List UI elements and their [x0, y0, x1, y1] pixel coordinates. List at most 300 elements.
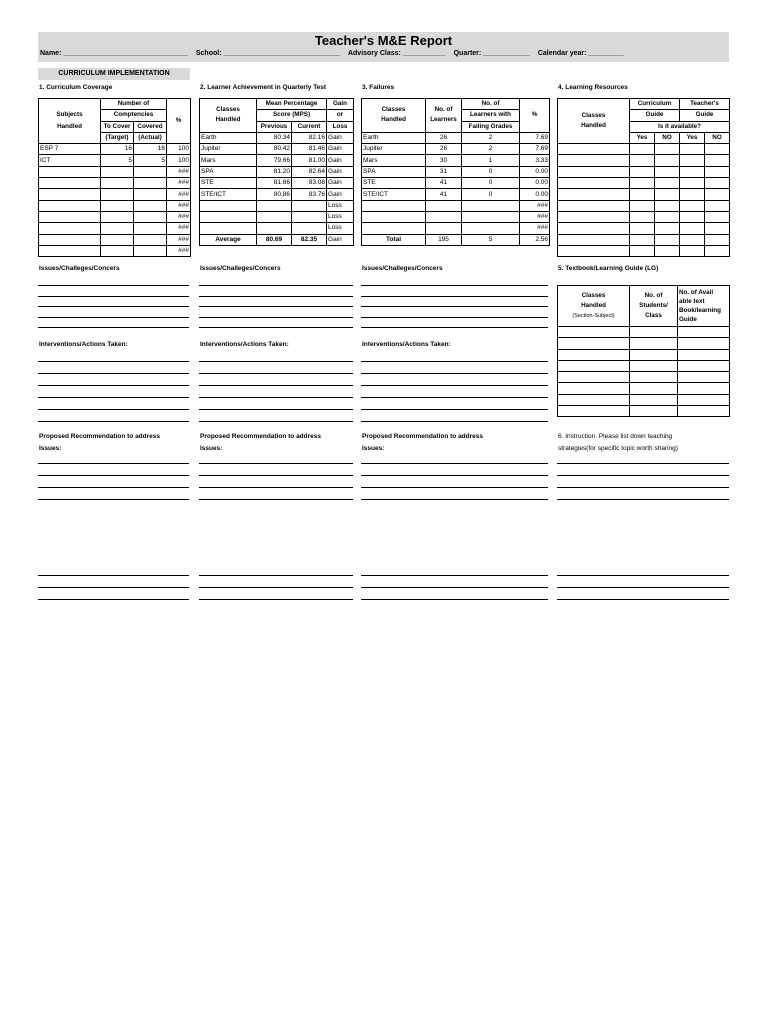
table-row [362, 223, 550, 234]
writing-line[interactable] [199, 587, 353, 588]
current-cell[interactable]: 83.76 [292, 189, 327, 200]
textbook-cell[interactable] [630, 338, 678, 349]
target-cell[interactable] [101, 223, 134, 234]
class-cell[interactable]: STE [362, 178, 426, 189]
average-previous: 80.69 [257, 234, 292, 245]
writing-line[interactable] [38, 317, 189, 318]
total-failing: 5 [462, 234, 520, 245]
resource-cell[interactable] [655, 166, 680, 177]
failing-cell[interactable]: 0 [462, 189, 520, 200]
resource-cell[interactable] [680, 234, 705, 245]
writing-line[interactable] [38, 397, 189, 398]
resource-cell[interactable] [630, 200, 655, 211]
calendar-year-field[interactable]: Calendar year: _________ [537, 50, 624, 57]
failures-proposed-label: Proposed Recommendation to address Issues: [362, 433, 483, 452]
writing-line[interactable] [361, 306, 548, 307]
writing-line[interactable] [361, 327, 548, 328]
resource-cell[interactable] [705, 144, 730, 155]
class-cell[interactable]: Jupiter [362, 144, 426, 155]
resource-cell[interactable] [655, 178, 680, 189]
table-row [200, 178, 354, 189]
class-cell[interactable] [362, 211, 426, 222]
resource-cell[interactable] [558, 200, 630, 211]
learners-cell[interactable]: 41 [426, 189, 462, 200]
writing-line[interactable] [557, 499, 729, 500]
percent-cell[interactable]: 7.69 [520, 132, 550, 143]
resource-cell[interactable] [630, 211, 655, 222]
students-per-class-header: No. of Students/ Class [630, 286, 678, 327]
current-header: Current [292, 121, 327, 132]
class-cell[interactable]: Earth [362, 132, 426, 143]
percent-cell[interactable]: ### [167, 234, 191, 245]
writing-line[interactable] [361, 587, 548, 588]
or-header: or [327, 110, 354, 121]
percent-cell[interactable]: ### [520, 211, 550, 222]
learners-cell[interactable]: 30 [426, 155, 462, 166]
actual-cell[interactable] [134, 245, 167, 256]
writing-line[interactable] [38, 499, 189, 500]
current-cell[interactable] [292, 200, 327, 211]
table-row [39, 245, 191, 256]
resource-cell[interactable] [630, 234, 655, 245]
gain-header: Gain [327, 99, 354, 110]
textbook-cell[interactable] [678, 327, 730, 338]
subject-cell[interactable] [39, 234, 101, 245]
learners-cell[interactable]: 26 [426, 144, 462, 155]
class-cell[interactable]: SPA [200, 166, 257, 177]
class-cell[interactable]: Mars [362, 155, 426, 166]
writing-line[interactable] [199, 385, 353, 386]
learners-cell[interactable]: 31 [426, 166, 462, 177]
current-cell[interactable]: 82.16 [292, 132, 327, 143]
resource-cell[interactable] [655, 245, 680, 256]
percent-cell[interactable]: ### [520, 200, 550, 211]
learners-cell[interactable] [426, 223, 462, 234]
actual-cell[interactable] [134, 234, 167, 245]
writing-line[interactable] [38, 463, 189, 464]
writing-line[interactable] [361, 421, 548, 422]
textbook-cell[interactable] [558, 338, 630, 349]
table-row [558, 189, 730, 200]
textbook-cell[interactable] [558, 372, 630, 383]
covered-header: Covered [134, 121, 167, 132]
actual-header: (Actual) [134, 132, 167, 143]
writing-line[interactable] [557, 599, 729, 600]
textbook-cell[interactable] [558, 383, 630, 394]
actual-cell[interactable] [134, 223, 167, 234]
writing-line[interactable] [38, 409, 189, 410]
percent-cell[interactable]: 100 [167, 144, 191, 155]
percent-cell[interactable]: ### [167, 211, 191, 222]
target-cell[interactable]: 5 [101, 155, 134, 166]
actual-cell[interactable] [134, 200, 167, 211]
resource-cell[interactable] [705, 178, 730, 189]
writing-line[interactable] [38, 285, 189, 286]
textbook-cell[interactable] [678, 406, 730, 417]
previous-cell[interactable]: 81.66 [257, 178, 292, 189]
percent-cell[interactable]: ### [167, 166, 191, 177]
learning-resources-table [557, 98, 730, 257]
writing-line[interactable] [361, 285, 548, 286]
resource-cell[interactable] [558, 166, 630, 177]
actual-cell[interactable] [134, 178, 167, 189]
resource-cell[interactable] [655, 223, 680, 234]
failing-cell[interactable]: 1 [462, 155, 520, 166]
table-row [558, 200, 730, 211]
writing-line[interactable] [199, 306, 353, 307]
textbook-cell[interactable] [558, 394, 630, 405]
resource-cell[interactable] [630, 223, 655, 234]
subject-cell[interactable]: ESP 7 [39, 144, 101, 155]
writing-line[interactable] [557, 475, 729, 476]
resource-cell[interactable] [680, 211, 705, 222]
resource-cell[interactable] [680, 178, 705, 189]
writing-line[interactable] [361, 499, 548, 500]
learners-cell[interactable] [426, 211, 462, 222]
textbook-heading: 5. Textbook/Learning Guide (LG) [558, 265, 659, 272]
writing-line[interactable] [199, 499, 353, 500]
percent-cell[interactable]: 3.33 [520, 155, 550, 166]
class-cell[interactable] [200, 211, 257, 222]
loss-header: Loss [327, 121, 354, 132]
resource-cell[interactable] [705, 189, 730, 200]
table-row [558, 338, 730, 349]
table-row [558, 245, 730, 256]
textbook-cell[interactable] [630, 394, 678, 405]
resource-cell[interactable] [705, 200, 730, 211]
writing-line[interactable] [557, 463, 729, 464]
class-cell[interactable]: Mars [200, 155, 257, 166]
gain-loss-cell[interactable]: Gain [327, 155, 354, 166]
textbook-cell[interactable] [678, 360, 730, 371]
resource-cell[interactable] [705, 223, 730, 234]
writing-line[interactable] [361, 317, 548, 318]
name-field[interactable]: Name: ________________________________ [40, 50, 188, 57]
resource-cell[interactable] [680, 144, 705, 155]
textbook-cell[interactable] [630, 360, 678, 371]
is-available-header: Is it available? [630, 121, 730, 132]
resource-cell[interactable] [680, 223, 705, 234]
school-field[interactable]: School: ______________________________ [195, 50, 341, 57]
failing-cell[interactable]: 0 [462, 166, 520, 177]
current-cell[interactable]: 81.00 [292, 155, 327, 166]
writing-line[interactable] [38, 296, 189, 297]
textbook-cell[interactable] [558, 349, 630, 360]
no-of-learners-header: No. of Learners [426, 99, 462, 133]
subject-cell[interactable] [39, 189, 101, 200]
failing-cell[interactable]: 2 [462, 144, 520, 155]
textbook-cell[interactable] [678, 372, 730, 383]
resource-cell[interactable] [655, 234, 680, 245]
resource-cell[interactable] [655, 189, 680, 200]
mean-percentage-header: Mean Percentage [257, 99, 327, 110]
writing-line[interactable] [361, 599, 548, 600]
writing-line[interactable] [38, 599, 189, 600]
percent-cell[interactable]: ### [167, 200, 191, 211]
resource-cell[interactable] [630, 166, 655, 177]
available-books-header: No. of Avail able text Book/learning Guide [678, 286, 730, 327]
resource-cell[interactable] [680, 166, 705, 177]
resource-cell[interactable] [558, 211, 630, 222]
subject-cell[interactable] [39, 211, 101, 222]
class-cell[interactable]: Earth [200, 132, 257, 143]
writing-line[interactable] [361, 385, 548, 386]
writing-line[interactable] [199, 421, 353, 422]
textbook-cell[interactable] [678, 338, 730, 349]
table-row [39, 200, 191, 211]
writing-line[interactable] [38, 487, 189, 488]
failing-grades-header: Failing Grades [462, 121, 520, 132]
resource-cell[interactable] [558, 245, 630, 256]
textbook-cell[interactable] [678, 394, 730, 405]
textbook-cell[interactable] [558, 327, 630, 338]
gain-loss-cell[interactable]: Loss [327, 223, 354, 234]
percent-cell[interactable]: 100 [167, 155, 191, 166]
curriculum-coverage-table [38, 98, 191, 257]
table-row [362, 132, 550, 143]
current-cell[interactable]: 82.64 [292, 166, 327, 177]
resource-cell[interactable] [630, 245, 655, 256]
actual-cell[interactable]: 5 [134, 155, 167, 166]
writing-line[interactable] [199, 409, 353, 410]
actual-cell[interactable] [134, 189, 167, 200]
resource-cell[interactable] [680, 245, 705, 256]
resource-cell[interactable] [705, 166, 730, 177]
failing-cell[interactable] [462, 211, 520, 222]
table-row [39, 166, 191, 177]
writing-line[interactable] [361, 575, 548, 576]
target-cell[interactable] [101, 245, 134, 256]
class-cell[interactable]: STE [200, 178, 257, 189]
writing-line[interactable] [361, 397, 548, 398]
report-title: Teacher's M&E Report [314, 33, 453, 48]
previous-cell[interactable]: 81.20 [257, 166, 292, 177]
resource-cell[interactable] [705, 211, 730, 222]
writing-line[interactable] [199, 397, 353, 398]
writing-line[interactable] [199, 327, 353, 328]
resource-cell[interactable] [558, 234, 630, 245]
percent-cell[interactable]: 0.00 [520, 178, 550, 189]
gain-loss-cell[interactable]: Gain [327, 166, 354, 177]
subject-cell[interactable] [39, 178, 101, 189]
target-cell[interactable] [101, 211, 134, 222]
resource-cell[interactable] [705, 234, 730, 245]
percent-cell[interactable]: 0.00 [520, 189, 550, 200]
table-row [558, 223, 730, 234]
writing-line[interactable] [199, 317, 353, 318]
percent-cell[interactable]: ### [167, 189, 191, 200]
teachers-yes-header: Yes [680, 132, 705, 143]
writing-line[interactable] [38, 327, 189, 328]
resource-cell[interactable] [558, 189, 630, 200]
current-cell[interactable]: 83.08 [292, 178, 327, 189]
current-cell[interactable]: 81.46 [292, 144, 327, 155]
writing-line[interactable] [38, 385, 189, 386]
class-cell[interactable] [362, 223, 426, 234]
percent-cell[interactable]: ### [167, 245, 191, 256]
resource-cell[interactable] [655, 155, 680, 166]
current-cell[interactable] [292, 223, 327, 234]
subject-cell[interactable] [39, 166, 101, 177]
learners-with-header: Learners with [462, 110, 520, 121]
quarter-field[interactable]: Quarter: ____________ [453, 50, 530, 57]
actual-cell[interactable]: 16 [134, 144, 167, 155]
coverage-percent-header: % [167, 99, 191, 144]
textbook-cell[interactable] [630, 349, 678, 360]
class-cell[interactable]: STE/ICT [362, 189, 426, 200]
writing-line[interactable] [557, 575, 729, 576]
writing-line[interactable] [199, 296, 353, 297]
subject-cell[interactable] [39, 223, 101, 234]
textbook-cell[interactable] [558, 360, 630, 371]
writing-line[interactable] [557, 487, 729, 488]
resources-classes-handled-header: Classes Handled [558, 99, 630, 144]
failing-cell[interactable]: 0 [462, 178, 520, 189]
actual-cell[interactable] [134, 211, 167, 222]
previous-cell[interactable]: 80.34 [257, 132, 292, 143]
target-cell[interactable] [101, 178, 134, 189]
previous-cell[interactable] [257, 223, 292, 234]
subject-cell[interactable] [39, 200, 101, 211]
gain-loss-cell[interactable]: Gain [327, 189, 354, 200]
advisory-class-field[interactable]: Advisory Class: ___________ [347, 50, 446, 57]
writing-line[interactable] [199, 599, 353, 600]
resource-cell[interactable] [705, 155, 730, 166]
writing-line[interactable] [38, 475, 189, 476]
class-cell[interactable] [200, 223, 257, 234]
previous-cell[interactable] [257, 211, 292, 222]
writing-line[interactable] [38, 306, 189, 307]
table-row [558, 327, 730, 338]
learners-cell[interactable]: 26 [426, 132, 462, 143]
writing-line[interactable] [361, 475, 548, 476]
percent-cell[interactable]: 7.69 [520, 144, 550, 155]
previous-cell[interactable] [257, 200, 292, 211]
resource-cell[interactable] [680, 200, 705, 211]
previous-cell[interactable]: 79.66 [257, 155, 292, 166]
textbook-cell[interactable] [678, 383, 730, 394]
textbook-cell[interactable] [630, 406, 678, 417]
current-cell[interactable] [292, 211, 327, 222]
writing-line[interactable] [38, 421, 189, 422]
class-cell[interactable] [362, 200, 426, 211]
failures-heading: 3. Failures [362, 84, 395, 91]
table-row [362, 144, 550, 155]
gain-loss-cell[interactable]: Gain [327, 132, 354, 143]
textbook-cell[interactable] [630, 383, 678, 394]
writing-line[interactable] [38, 373, 189, 374]
resource-cell[interactable] [655, 144, 680, 155]
textbook-cell[interactable] [558, 406, 630, 417]
writing-line[interactable] [38, 575, 189, 576]
writing-line[interactable] [361, 409, 548, 410]
writing-line[interactable] [361, 373, 548, 374]
teachers-guide-header: Guide [680, 110, 730, 121]
gain-loss-cell[interactable]: Loss [327, 211, 354, 222]
resource-cell[interactable] [630, 178, 655, 189]
learners-cell[interactable] [426, 200, 462, 211]
coverage-interventions-label: Interventions/Actions Taken: [39, 341, 128, 348]
failing-cell[interactable] [462, 200, 520, 211]
failures-table [361, 98, 550, 246]
resource-cell[interactable] [630, 144, 655, 155]
target-cell[interactable]: 16 [101, 144, 134, 155]
target-cell[interactable] [101, 189, 134, 200]
class-cell[interactable]: STE/ICT [200, 189, 257, 200]
textbook-cell[interactable] [630, 327, 678, 338]
target-cell[interactable] [101, 234, 134, 245]
resource-cell[interactable] [558, 178, 630, 189]
writing-line[interactable] [199, 361, 353, 362]
actual-cell[interactable] [134, 166, 167, 177]
failing-cell[interactable]: 2 [462, 132, 520, 143]
table-row [558, 178, 730, 189]
writing-line[interactable] [199, 475, 353, 476]
table-row [558, 383, 730, 394]
class-cell[interactable] [200, 200, 257, 211]
writing-line[interactable] [38, 361, 189, 362]
previous-cell[interactable]: 80.42 [257, 144, 292, 155]
textbook-cell[interactable] [678, 349, 730, 360]
learner-achievement-heading: 2. Learner Achievement in Quarterly Test [200, 84, 327, 91]
percent-cell[interactable]: ### [167, 223, 191, 234]
writing-line[interactable] [38, 587, 189, 588]
writing-line[interactable] [199, 463, 353, 464]
resource-cell[interactable] [558, 223, 630, 234]
table-row [200, 223, 354, 234]
resource-cell[interactable] [680, 155, 705, 166]
curriculum-no-header: NO [655, 132, 680, 143]
resource-cell[interactable] [558, 155, 630, 166]
gain-loss-cell[interactable]: Loss [327, 200, 354, 211]
percent-cell[interactable]: 0.00 [520, 166, 550, 177]
writing-line[interactable] [199, 373, 353, 374]
failing-cell[interactable] [462, 223, 520, 234]
percent-cell[interactable]: ### [167, 178, 191, 189]
achievement-proposed-label: Proposed Recommendation to address Issues: [200, 433, 321, 452]
resource-cell[interactable] [655, 211, 680, 222]
resource-cell[interactable] [558, 144, 630, 155]
table-row [39, 144, 191, 155]
gain-loss-cell[interactable]: Gain [327, 178, 354, 189]
writing-line[interactable] [361, 487, 548, 488]
resource-cell[interactable] [655, 200, 680, 211]
subject-cell[interactable] [39, 245, 101, 256]
writing-line[interactable] [361, 296, 548, 297]
resource-cell[interactable] [630, 155, 655, 166]
resource-cell[interactable] [630, 189, 655, 200]
percent-cell[interactable]: ### [520, 223, 550, 234]
resource-cell[interactable] [680, 189, 705, 200]
previous-cell[interactable]: 80.86 [257, 189, 292, 200]
writing-line[interactable] [361, 463, 548, 464]
writing-line[interactable] [557, 587, 729, 588]
writing-line[interactable] [199, 575, 353, 576]
writing-line[interactable] [361, 361, 548, 362]
class-cell[interactable]: SPA [362, 166, 426, 177]
target-cell[interactable] [101, 200, 134, 211]
textbook-cell[interactable] [630, 372, 678, 383]
writing-line[interactable] [199, 285, 353, 286]
teachers-no-header: NO [705, 132, 730, 143]
learners-cell[interactable]: 41 [426, 178, 462, 189]
subject-cell[interactable]: ICT [39, 155, 101, 166]
resource-cell[interactable] [705, 245, 730, 256]
target-cell[interactable] [101, 166, 134, 177]
class-cell[interactable]: Jupiter [200, 144, 257, 155]
gain-loss-cell[interactable]: Gain [327, 144, 354, 155]
writing-line[interactable] [199, 487, 353, 488]
